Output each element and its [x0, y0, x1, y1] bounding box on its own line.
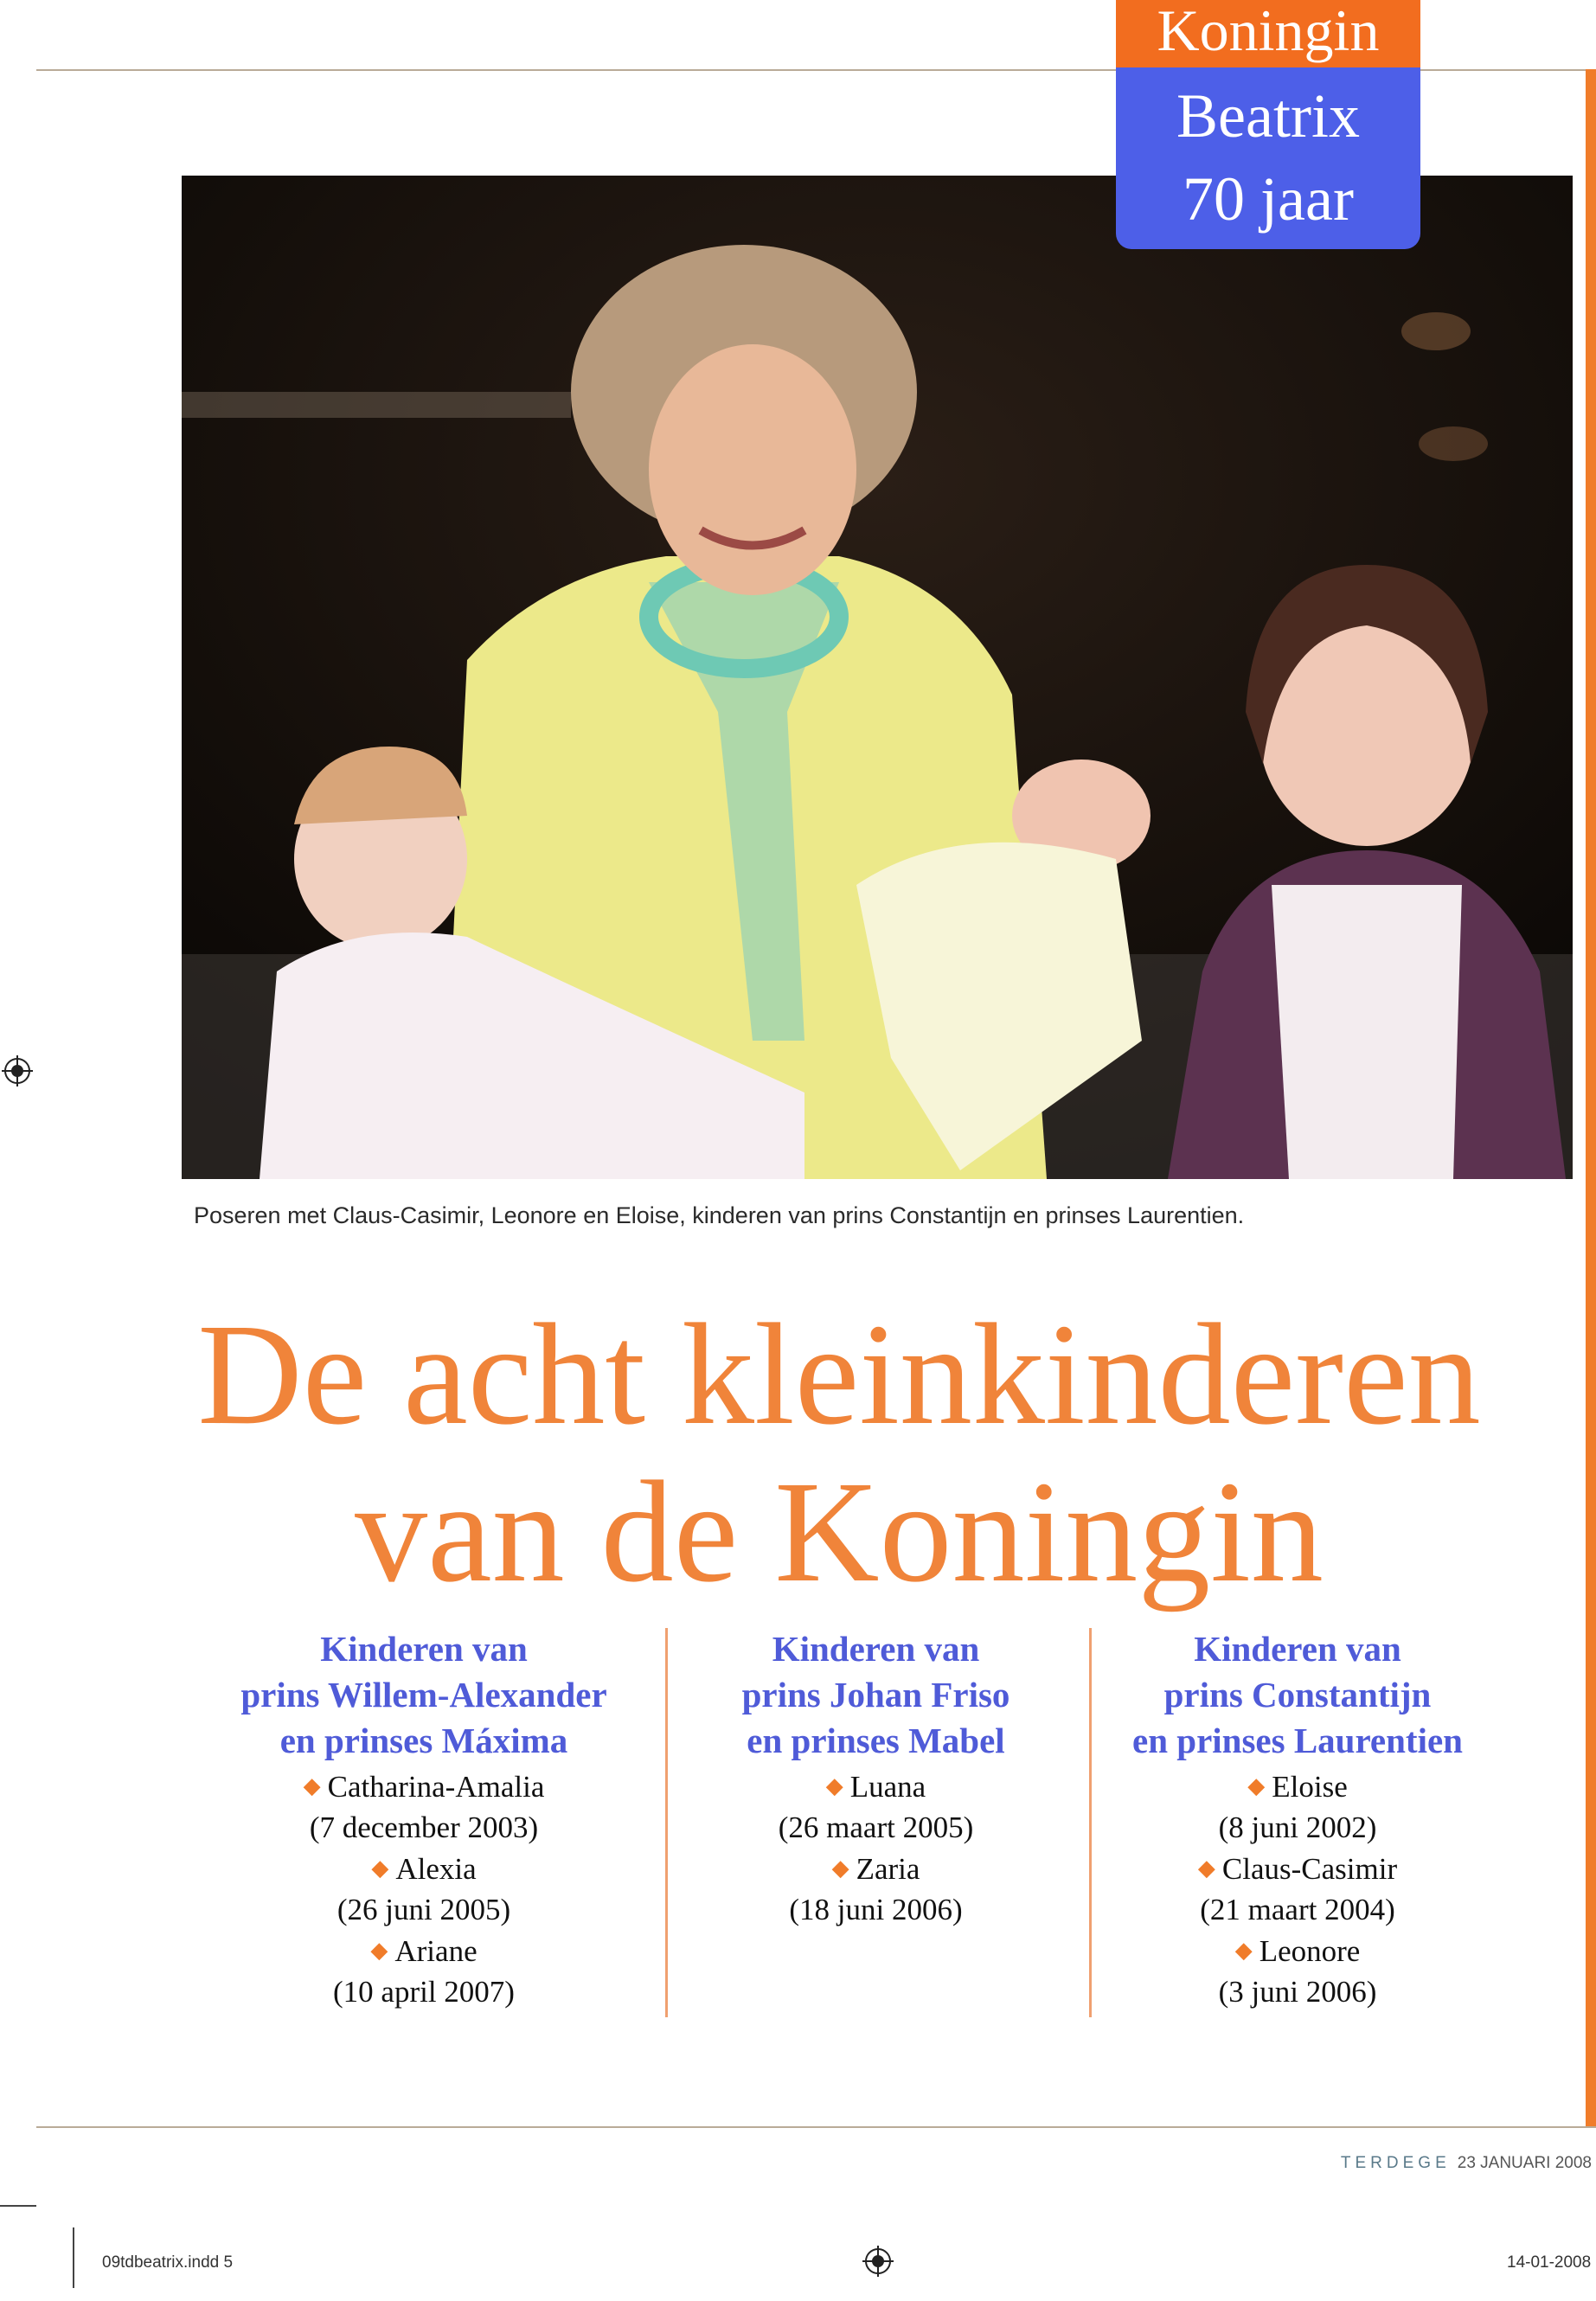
bullet-icon: ◆	[1247, 1773, 1266, 1798]
badge-line-beatrix: Beatrix	[1176, 81, 1360, 151]
bullet-icon: ◆	[371, 1856, 389, 1881]
heading-line: en prinses Mabel	[747, 1721, 1005, 1760]
registration-mark-icon	[2, 1055, 33, 1086]
title-line-2: van de Koningin	[355, 1452, 1324, 1612]
heading-line: en prinses Laurentien	[1132, 1721, 1463, 1760]
column-divider	[665, 1628, 668, 2017]
child-date: (7 december 2003)	[309, 1811, 539, 1844]
bullet-icon: ◆	[1234, 1938, 1253, 1963]
child-name: Ariane	[394, 1934, 478, 1968]
child-date: (3 juni 2006)	[1218, 1975, 1377, 2009]
issue-date: 23 JANUARI 2008	[1457, 2154, 1592, 2172]
children-list	[1099, 1766, 1497, 2012]
column-heading	[195, 1626, 653, 1764]
page-footer	[1280, 2154, 1592, 2173]
child-name: Eloise	[1272, 1770, 1348, 1804]
column-constantijn	[1099, 1626, 1497, 2012]
children-list	[679, 1766, 1073, 1930]
list-item	[1099, 1766, 1497, 1807]
crop-mark	[0, 2205, 36, 2207]
bullet-icon: ◆	[825, 1773, 843, 1798]
list-item	[679, 1848, 1073, 1889]
heading-line: en prinses Máxima	[279, 1721, 568, 1760]
right-accent-bar	[1586, 69, 1596, 2126]
list-item	[195, 1930, 653, 1971]
child-date: (26 juni 2005)	[337, 1893, 511, 1926]
child-name: Luana	[849, 1770, 926, 1804]
list-item	[1099, 1848, 1497, 1889]
heading-line: prins Constantijn	[1163, 1675, 1432, 1715]
child-name: Alexia	[395, 1852, 477, 1886]
child-name: Claus-Casimir	[1221, 1852, 1398, 1886]
child-date: (8 juni 2002)	[1218, 1811, 1377, 1844]
bullet-icon: ◆	[303, 1773, 321, 1798]
magazine-name: TERDEGE	[1340, 2154, 1451, 2172]
bottom-rule	[36, 2126, 1596, 2128]
bullet-icon: ◆	[831, 1856, 849, 1881]
column-willem-alexander	[195, 1626, 653, 2012]
child-name: Zaria	[856, 1852, 920, 1886]
list-item	[195, 1766, 653, 1807]
child-date: (18 juni 2006)	[789, 1893, 963, 1926]
page-title	[87, 1296, 1592, 1611]
child-date: (26 maart 2005)	[778, 1811, 974, 1844]
badge-line-koningin: Koningin	[1157, 0, 1380, 63]
column-divider	[1089, 1628, 1092, 2017]
list-item	[195, 1848, 653, 1889]
child-date: (21 maart 2004)	[1200, 1893, 1395, 1926]
bullet-icon: ◆	[370, 1938, 388, 1963]
heading-line: Kinderen van	[1194, 1629, 1401, 1669]
badge-top	[1116, 0, 1420, 67]
heading-line: Kinderen van	[320, 1629, 528, 1669]
heading-line: prins Johan Friso	[741, 1675, 1010, 1715]
column-heading	[679, 1626, 1073, 1764]
child-name: Catharina-Amalia	[327, 1770, 545, 1804]
crop-mark	[73, 2227, 74, 2288]
child-date: (10 april 2007)	[333, 1975, 515, 2009]
title-line-1: De acht kleinkinderen	[197, 1294, 1481, 1455]
photo-caption: Poseren met Claus-Casimir, Leonore en Eloise, kinderen van prins Constantijn en prinses Laurentien.	[194, 1202, 1245, 1228]
children-list	[195, 1766, 653, 2012]
child-name: Leonore	[1259, 1934, 1361, 1968]
print-date: 14-01-2008	[1507, 2253, 1592, 2272]
photo-illustration	[182, 176, 1573, 1179]
badge-line-70-jaar: 70 jaar	[1183, 164, 1354, 234]
registration-mark-icon	[862, 2246, 894, 2277]
badge-bottom	[1116, 67, 1420, 249]
list-item	[679, 1766, 1073, 1807]
heading-line: Kinderen van	[772, 1629, 980, 1669]
list-item	[1099, 1930, 1497, 1971]
file-slug: 09tdbeatrix.indd 5	[102, 2253, 234, 2272]
heading-line: prins Willem-Alexander	[240, 1675, 607, 1715]
family-photo	[182, 176, 1573, 1179]
column-johan-friso	[679, 1626, 1073, 1930]
column-heading	[1099, 1626, 1497, 1764]
bullet-icon: ◆	[1197, 1856, 1215, 1881]
